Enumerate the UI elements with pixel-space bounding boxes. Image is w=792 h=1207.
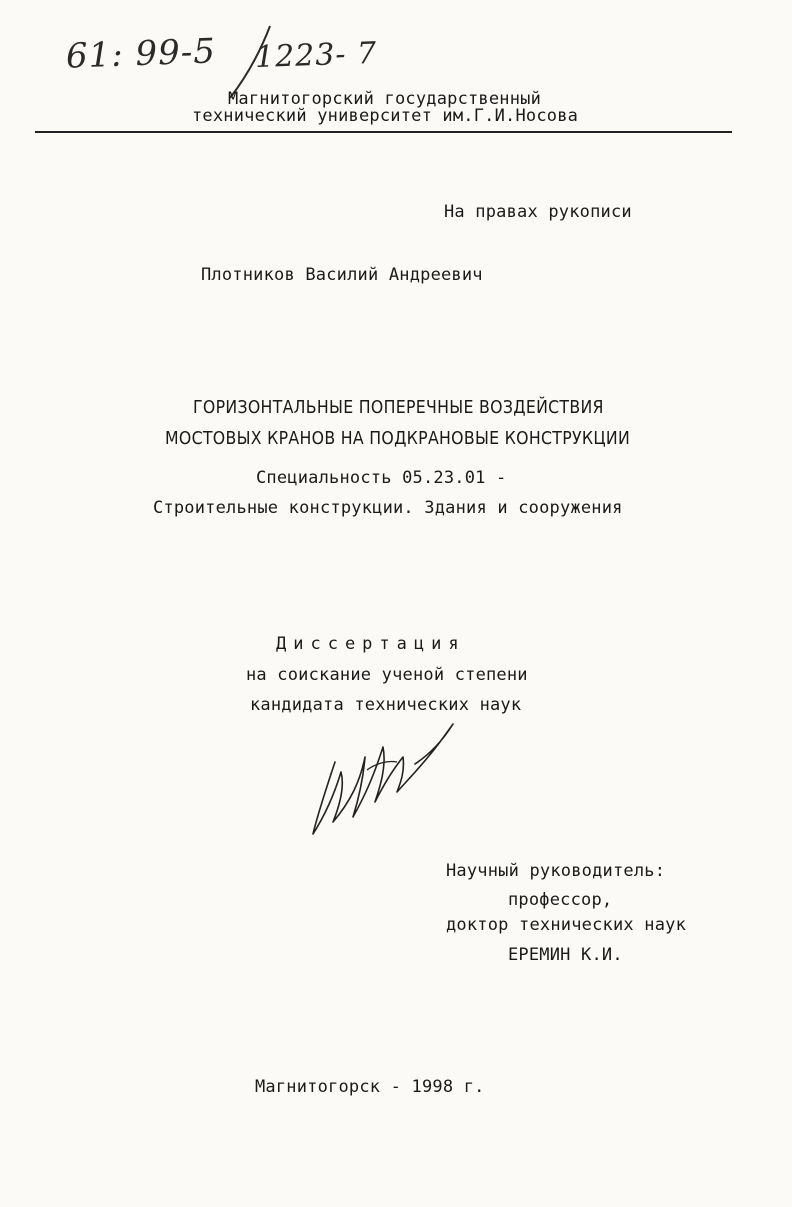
supervisor-degree: доктор технических наук	[446, 915, 687, 935]
dissertation-degree: кандидата технических наук	[250, 695, 522, 715]
author-name: Плотников Василий Андреевич	[201, 265, 483, 285]
author-signature	[305, 712, 475, 842]
city-year: Магнитогорск - 1998 г.	[255, 1077, 485, 1097]
rights-note: На правах рукописи	[444, 202, 632, 222]
dissertation-purpose: на соискание ученой степени	[246, 665, 528, 685]
university-name-line2: технический университет им.Г.И.Носова	[192, 106, 579, 126]
supervisor-rank: профессор,	[508, 890, 613, 910]
archive-code-left: 61: 99-5	[65, 31, 217, 77]
thesis-title-line1: ГОРИЗОНТАЛЬНЫЕ ПОПЕРЕЧНЫЕ ВОЗДЕЙСТВИЯ	[193, 398, 604, 418]
supervisor-name: ЕРЕМИН К.И.	[508, 945, 623, 965]
dissertation-label: Диссертация	[276, 634, 466, 654]
specialty-name: Строительные конструкции. Здания и сооружения	[153, 498, 623, 518]
university-name-line1: Магнитогорский государственный	[228, 89, 542, 109]
specialty-code: Специальность 05.23.01 -	[256, 468, 507, 488]
supervisor-label: Научный руководитель:	[446, 861, 666, 881]
header-divider	[35, 131, 732, 133]
thesis-title-line2: МОСТОВЫХ КРАНОВ НА ПОДКРАНОВЫЕ КОНСТРУКЦИИ	[165, 429, 631, 449]
archive-code-right: 1223- 7	[254, 35, 378, 76]
